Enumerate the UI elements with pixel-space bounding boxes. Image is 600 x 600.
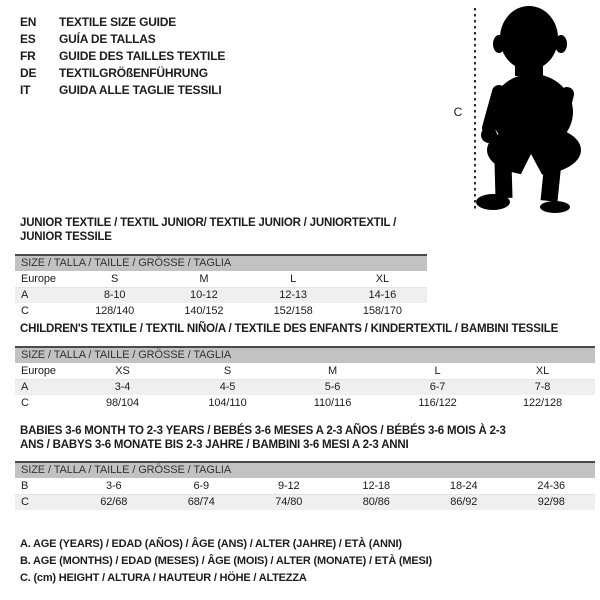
table-row [15, 494, 595, 510]
value-cell: 3-4 [114, 381, 131, 394]
table-title: CHILDREN'S TEXTILE / TEXTIL NIÑO/A / TEXTILE DES ENFANTS / KINDERTEXTIL / BAMBINI TESSILE [20, 323, 559, 335]
table-row [15, 363, 595, 379]
value-cell: 10-12 [190, 289, 218, 302]
value-cell: S [175, 363, 280, 379]
row-label-cell: A [21, 289, 29, 302]
value-cell: 6-7 [429, 381, 446, 394]
size-table [15, 363, 595, 411]
value-cell: M [280, 363, 385, 379]
language-code: FR [20, 48, 36, 63]
value-cell: 24-36 [508, 478, 596, 494]
table-row [15, 287, 427, 303]
value-cell: 98/104 [105, 397, 140, 409]
row-label-cell: Europe [15, 363, 70, 379]
value-cell: 92/98 [537, 496, 565, 509]
value-cell: 12-13 [279, 289, 307, 302]
value-cell: 6-9 [158, 478, 246, 494]
language-title: GUIDA ALLE TAGLIE TESSILI [59, 82, 222, 97]
measurement-notes [20, 536, 432, 587]
value-cell: 12-18 [333, 478, 421, 494]
value-cell: 140/152 [184, 305, 224, 317]
value-cell: 110/116 [313, 397, 352, 409]
value-cell: 116/122 [418, 397, 457, 409]
language-code: ES [20, 31, 36, 46]
value-cell: 74/80 [275, 496, 303, 509]
table-row [15, 271, 427, 287]
language-title: GUIDE DES TAILLES TEXTILE [59, 48, 226, 63]
language-title: GUÍA DE TALLAS [59, 31, 156, 46]
note-line: B. AGE (MONTHS) / EDAD (MESES) / ÂGE (MOIS) / ALTER (MONATE) / ETÀ (MESI) [20, 555, 432, 567]
language-code: IT [20, 82, 31, 97]
value-cell: 3-6 [70, 478, 158, 494]
table-title: JUNIOR TEXTILE / TEXTIL JUNIOR/ TEXTILE JUNIOR / JUNIORTEXTIL / JUNIOR TESSILE [20, 217, 397, 243]
measure-c-label: C [453, 105, 463, 119]
value-cell: 62/68 [100, 496, 128, 509]
language-code: EN [20, 14, 37, 29]
size-table-section [15, 424, 595, 510]
table-row [15, 303, 427, 319]
row-label-cell: C [21, 305, 29, 317]
value-cell: 14-16 [368, 289, 397, 302]
value-cell: 122/128 [522, 397, 563, 409]
value-cell: 152/158 [273, 305, 313, 317]
size-header-bar: SIZE / TALLA / TAILLE / GRÖSSE / TAGLIA [15, 254, 427, 271]
size-table-section [15, 322, 595, 411]
table-row [15, 478, 595, 494]
value-cell: XL [490, 363, 595, 379]
language-title: TEXTILE SIZE GUIDE [59, 14, 177, 29]
table-title: BABIES 3-6 MONTH TO 2-3 YEARS / BEBÉS 3-6 MESES A 2-3 AÑOS / BÉBÉS 3-6 MOIS À 2-3 ANS / BABYS 3-6 MONATE BIS 2-3 JAHRE / BAMBINI 3-6 MESI A 2-3 ANNI [20, 425, 506, 451]
value-cell: 9-12 [245, 478, 333, 494]
value-cell: 7-8 [534, 381, 551, 394]
row-label-cell: C [21, 496, 29, 509]
size-table-section [15, 216, 427, 319]
row-label-cell: A [21, 381, 29, 394]
value-cell: L [385, 363, 490, 379]
row-label-cell: B [15, 478, 70, 494]
value-cell: 8-10 [103, 289, 126, 302]
value-cell: 86/92 [450, 496, 478, 509]
value-cell: 80/86 [362, 496, 390, 509]
language-title: TEXTILGRÖßENFÜHRUNG [59, 65, 208, 80]
value-cell: 158/170 [362, 305, 402, 317]
row-label-cell: Europe [15, 271, 70, 287]
value-cell: XL [338, 271, 427, 287]
value-cell: S [70, 271, 159, 287]
size-header-bar: SIZE / TALLA / TAILLE / GRÖSSE / TAGLIA [15, 461, 595, 478]
table-row [15, 395, 595, 411]
size-header-bar: SIZE / TALLA / TAILLE / GRÖSSE / TAGLIA [15, 346, 595, 363]
value-cell: XS [70, 363, 175, 379]
value-cell: 4-5 [219, 381, 236, 394]
value-cell: 128/140 [95, 305, 135, 317]
row-label-cell: C [21, 397, 29, 409]
value-cell: 5-6 [324, 381, 341, 394]
value-cell: 68/74 [187, 496, 215, 509]
note-line: C. (cm) HEIGHT / ALTURA / HAUTEUR / HÖHE / ALTEZZA [20, 572, 307, 584]
value-cell: M [159, 271, 248, 287]
note-line: A. AGE (YEARS) / EDAD (AÑOS) / ÂGE (ANS) / ALTER (JAHRE) / ETÀ (ANNI) [20, 538, 402, 550]
value-cell: L [249, 271, 338, 287]
language-code: DE [20, 65, 37, 80]
size-table [15, 478, 595, 510]
size-table [15, 271, 427, 319]
value-cell: 18-24 [420, 478, 508, 494]
value-cell: 104/110 [208, 397, 247, 409]
table-row [15, 379, 595, 395]
